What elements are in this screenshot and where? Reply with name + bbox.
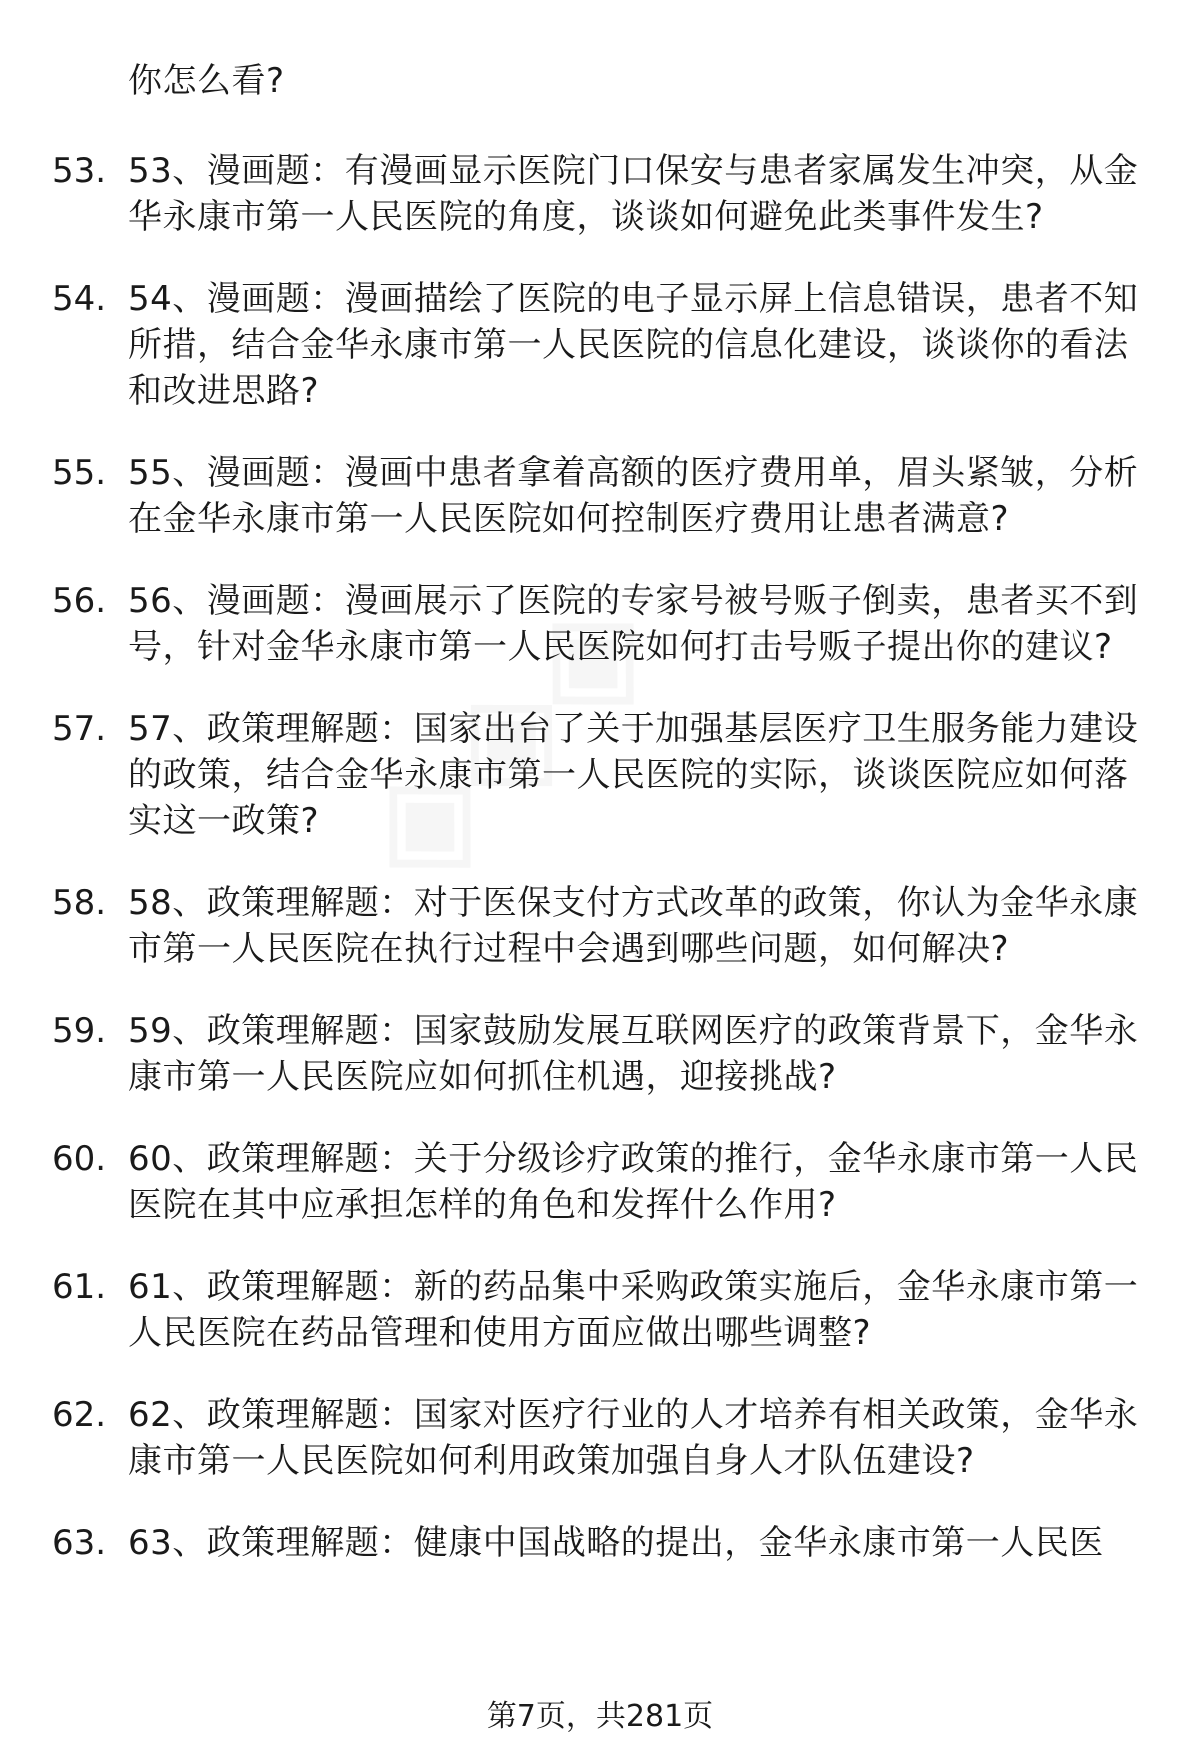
question-number: 58.: [52, 883, 107, 923]
question-item: [0, 880, 1200, 972]
question-number: 54.: [52, 279, 107, 319]
question-number: 59.: [52, 1011, 107, 1051]
question-text: 54、漫画题：漫画描绘了医院的电子显示屏上信息错误，患者不知所措，结合金华永康市第一人民医院的信息化建设，谈谈你的看法和改进思路?: [128, 279, 1139, 411]
question-text: 58、政策理解题：对于医保支付方式改革的政策，你认为金华永康市第一人民医院在执行过程中会遇到哪些问题，如何解决?: [128, 883, 1139, 969]
question-item: [0, 276, 1200, 414]
question-item: [0, 1008, 1200, 1100]
continuation-text: 你怎么看?: [128, 61, 285, 101]
question-item: [0, 1520, 1200, 1566]
question-list: [0, 148, 1200, 1602]
question-item: [0, 1392, 1200, 1484]
question-item: [0, 578, 1200, 670]
question-text: 60、政策理解题：关于分级诊疗政策的推行，金华永康市第一人民医院在其中应承担怎样的角色和发挥什么作用?: [128, 1139, 1139, 1225]
question-number: 55.: [52, 453, 107, 493]
question-text: 59、政策理解题：国家鼓励发展互联网医疗的政策背景下，金华永康市第一人民医院应如何抓住机遇，迎接挑战?: [128, 1011, 1139, 1097]
question-text: 53、漫画题：有漫画显示医院门口保安与患者家属发生冲突，从金华永康市第一人民医院的角度，谈谈如何避免此类事件发生?: [128, 151, 1139, 237]
question-text: 63、政策理解题：健康中国战略的提出，金华永康市第一人民医: [128, 1523, 1104, 1563]
question-text: 55、漫画题：漫画中患者拿着高额的医疗费用单，眉头紧皱，分析在金华永康市第一人民医院如何控制医疗费用让患者满意?: [128, 453, 1139, 539]
question-item: [0, 1136, 1200, 1228]
question-text: 56、漫画题：漫画展示了医院的专家号被号贩子倒卖，患者买不到号，针对金华永康市第一人民医院如何打击号贩子提出你的建议?: [128, 581, 1139, 667]
question-number: 56.: [52, 581, 107, 621]
question-text: 61、政策理解题：新的药品集中采购政策实施后，金华永康市第一人民医院在药品管理和使用方面应做出哪些调整?: [128, 1267, 1139, 1353]
question-text: 62、政策理解题：国家对医疗行业的人才培养有相关政策，金华永康市第一人民医院如何利用政策加强自身人才队伍建设?: [128, 1395, 1139, 1481]
page-footer: 第7页，共281页: [486, 1699, 714, 1734]
question-text: 57、政策理解题：国家出台了关于加强基层医疗卫生服务能力建设的政策，结合金华永康市第一人民医院的实际，谈谈医院应如何落实这一政策?: [128, 709, 1139, 841]
question-number: 60.: [52, 1139, 107, 1179]
question-item: [0, 706, 1200, 844]
question-item: [0, 148, 1200, 240]
question-number: 63.: [52, 1523, 107, 1563]
question-number: 62.: [52, 1395, 107, 1435]
question-number: 57.: [52, 709, 107, 749]
question-number: 61.: [52, 1267, 107, 1307]
question-item: [0, 450, 1200, 542]
question-number: 53.: [52, 151, 107, 191]
question-item: [0, 1264, 1200, 1356]
